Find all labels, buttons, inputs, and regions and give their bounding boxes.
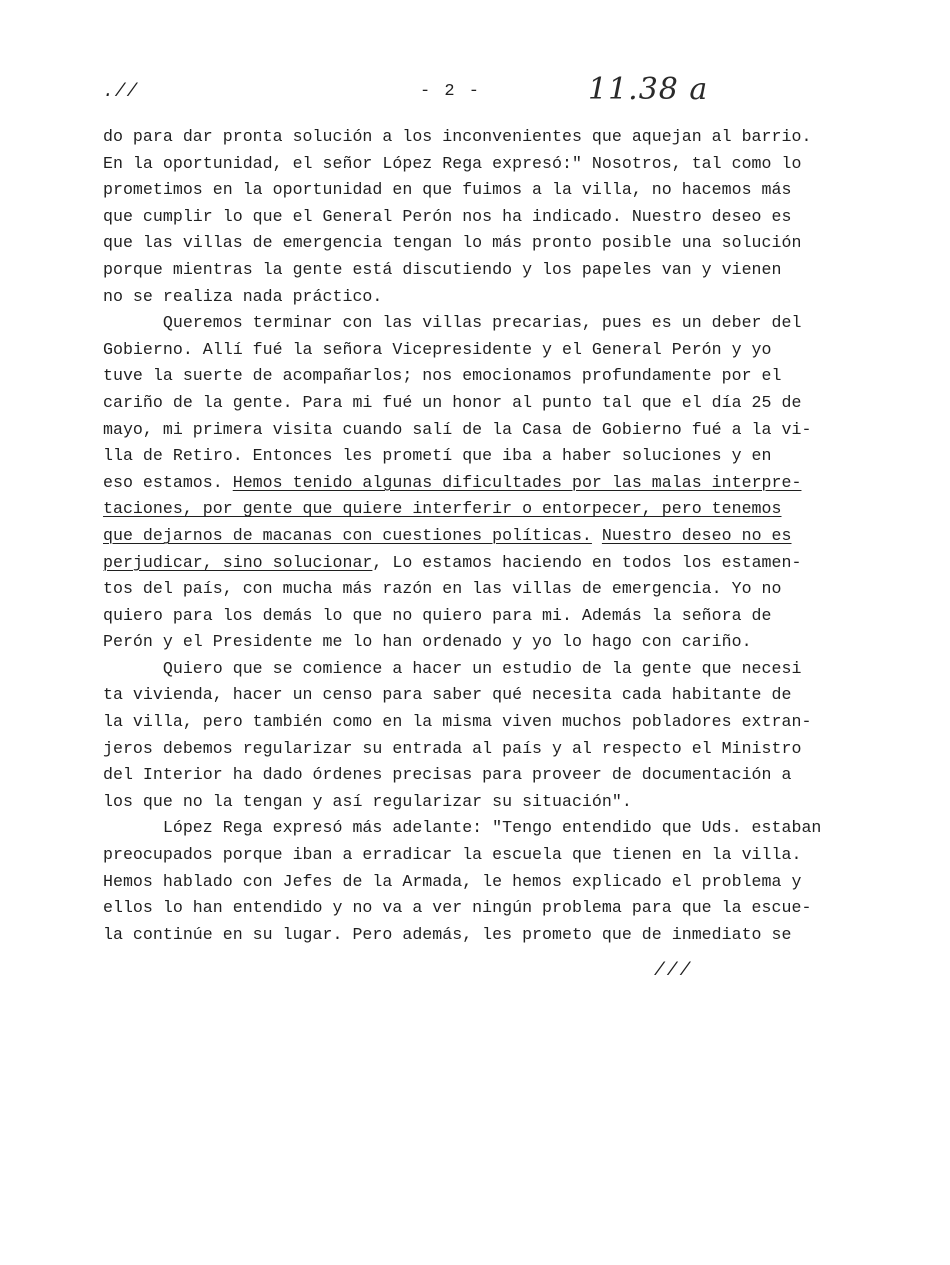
paragraph-start-line: Queremos terminar con las villas precarias, pues es un deber del [103,313,802,333]
text-line: que las villas de emergencia tengan lo más pronto posible una solución [103,233,802,253]
continuation-mark-bottom: /// [654,961,693,981]
text-line: Perón y el Presidente me lo han ordenado y yo lo hago con cariño. [103,632,752,652]
document-body [103,124,843,948]
underlined-text: perjudicar, sino solucionar [103,552,373,572]
text-line: jeros debemos regularizar su entrada al país y al respecto el Ministro [103,738,802,758]
handwritten-reference: 11.38 a [588,72,709,107]
underlined-text: que dejarnos de macanas con cuestiones políticas. [103,525,592,545]
text-line: ta vivienda, hacer un censo para saber qué necesita cada habitante de [103,685,792,705]
text-line: do para dar pronta solución a los inconvenientes que aquejan al barrio. [103,127,812,146]
text-line: quiero para los demás lo que no quiero para mi. Además la señora de [103,605,772,625]
text-line: tuve la suerte de acompañarlos; nos emocionamos profundamente por el [103,366,782,386]
text-segment [592,526,602,545]
text-line: ellos lo han entendido y no va a ver ningún problema para que la escue- [103,898,812,918]
paragraph-start-line: López Rega expresó más adelante: "Tengo entendido que Uds. estaban [103,818,822,838]
text-line: porque mientras la gente está discutiendo y los papeles van y vienen [103,259,782,279]
text-line: no se realiza nada práctico. [103,286,383,306]
text-segment: , Lo estamos haciendo en todos los estamen- [372,552,802,572]
underlined-text: Nuestro deseo no es [601,525,792,545]
page-number: - 2 - [420,82,482,101]
text-line: mayo, mi primera visita cuando salí de la Casa de Gobierno fué a la vi- [103,419,812,439]
text-line: del Interior ha dado órdenes precisas para proveer de documentación a [103,765,792,785]
text-line: prometimos en la oportunidad en que fuimos a la villa, no hacemos más [103,180,792,200]
text-line: tos del país, con mucha más razón en las villas de emergencia. Yo no [103,579,782,599]
text-line: preocupados porque iban a erradicar la escuela que tienen en la villa. [103,845,802,865]
text-line: que cumplir lo que el General Perón nos ha indicado. Nuestro deseo es [103,206,792,226]
underlined-text: Hemos tenido algunas dificultades por las malas interpre- [232,472,802,492]
underlined-line: taciones, por gente que quiere interferir o entorpecer, pero tenemos [103,499,782,519]
continuation-mark-top: .// [103,82,139,102]
paragraph-start-line: Quiero que se comience a hacer un estudio de la gente que necesi [103,658,802,678]
text-line [103,523,843,550]
page-header [0,72,950,108]
text-line: En la oportunidad, el señor López Rega expresó:" Nosotros, tal como lo [103,153,802,173]
text-line: los que no la tengan y así regularizar su situación". [103,791,632,811]
text-segment: eso estamos. [103,472,233,492]
text-line: Hemos hablado con Jefes de la Armada, le hemos explicado el problema y [103,871,802,891]
text-line: Gobierno. Allí fué la señora Vicepresidente y el General Perón y yo [103,339,772,359]
text-line: lla de Retiro. Entonces les prometí que iba a haber soluciones y en [103,446,772,466]
text-line [103,470,843,497]
text-line: la villa, pero también como en la misma viven muchos pobladores extran- [103,712,812,732]
text-line [103,550,843,577]
text-line: la continúe en su lugar. Pero además, les prometo que de inmediato se [103,924,792,944]
text-line: cariño de la gente. Para mi fué un honor al punto tal que el día 25 de [103,392,802,412]
